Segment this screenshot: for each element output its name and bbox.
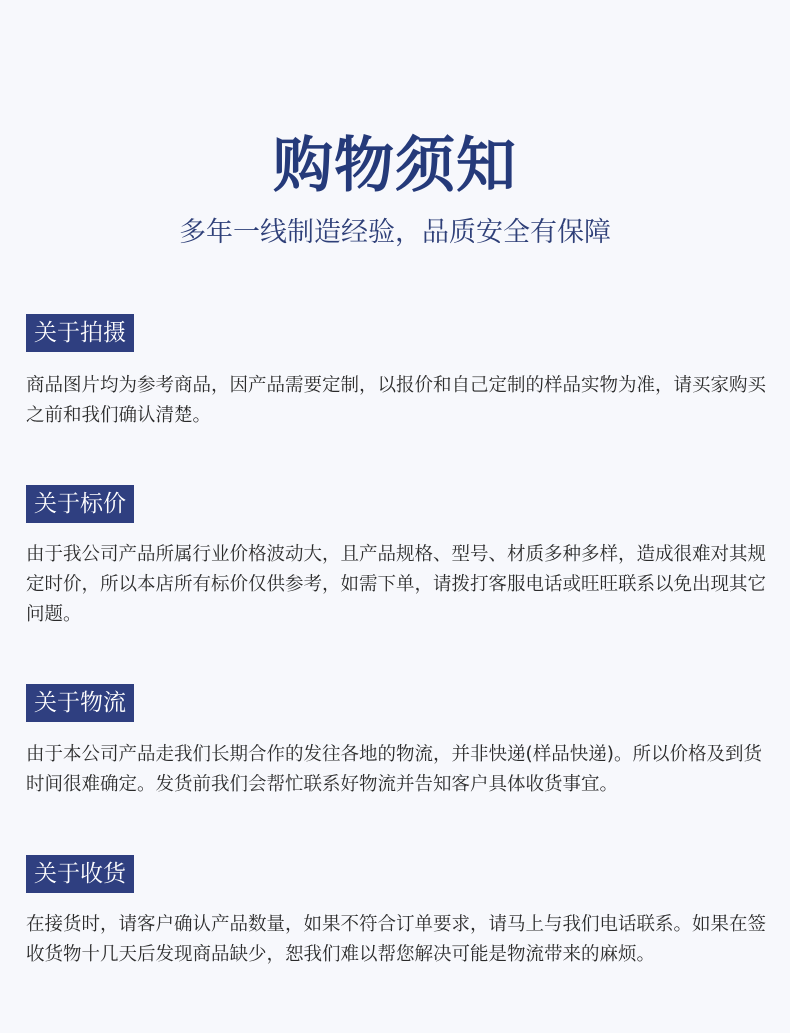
- section-label-photography: 关于拍摄: [26, 314, 134, 352]
- page-title: 购物须知: [273, 131, 517, 201]
- section-text-receiving: 在接货时，请客户确认产品数量，如果不符合订单要求，请马上与我们电话联系。如果在签收货物十几天后发现商品缺少，恕我们难以帮您解决可能是物流带来的麻烦。: [26, 914, 767, 965]
- section-text-logistics: 由于本公司产品走我们长期合作的发往各地的物流，并非快递(样品快递)。所以价格及到货时间很难确定。发货前我们会帮忙联系好物流并告知客户具体收货事宜。: [26, 744, 762, 795]
- section-text-pricing: 由于我公司产品所属行业价格波动大，且产品规格、型号、材质多种多样，造成很难对其规定时价，所以本店所有标价仅供参考，如需下单，请拨打客服电话或旺旺联系以免出现其它问题。: [26, 544, 767, 625]
- section-text-photography: 商品图片均为参考商品，因产品需要定制，以报价和自己定制的样品实物为准，请买家购买之前和我们确认清楚。: [26, 375, 767, 426]
- section-label-pricing: 关于标价: [26, 485, 134, 523]
- page-subtitle: 多年一线制造经验，品质安全有保障: [179, 217, 611, 248]
- section-label-logistics: 关于物流: [26, 684, 134, 722]
- section-label-receiving: 关于收货: [26, 855, 134, 893]
